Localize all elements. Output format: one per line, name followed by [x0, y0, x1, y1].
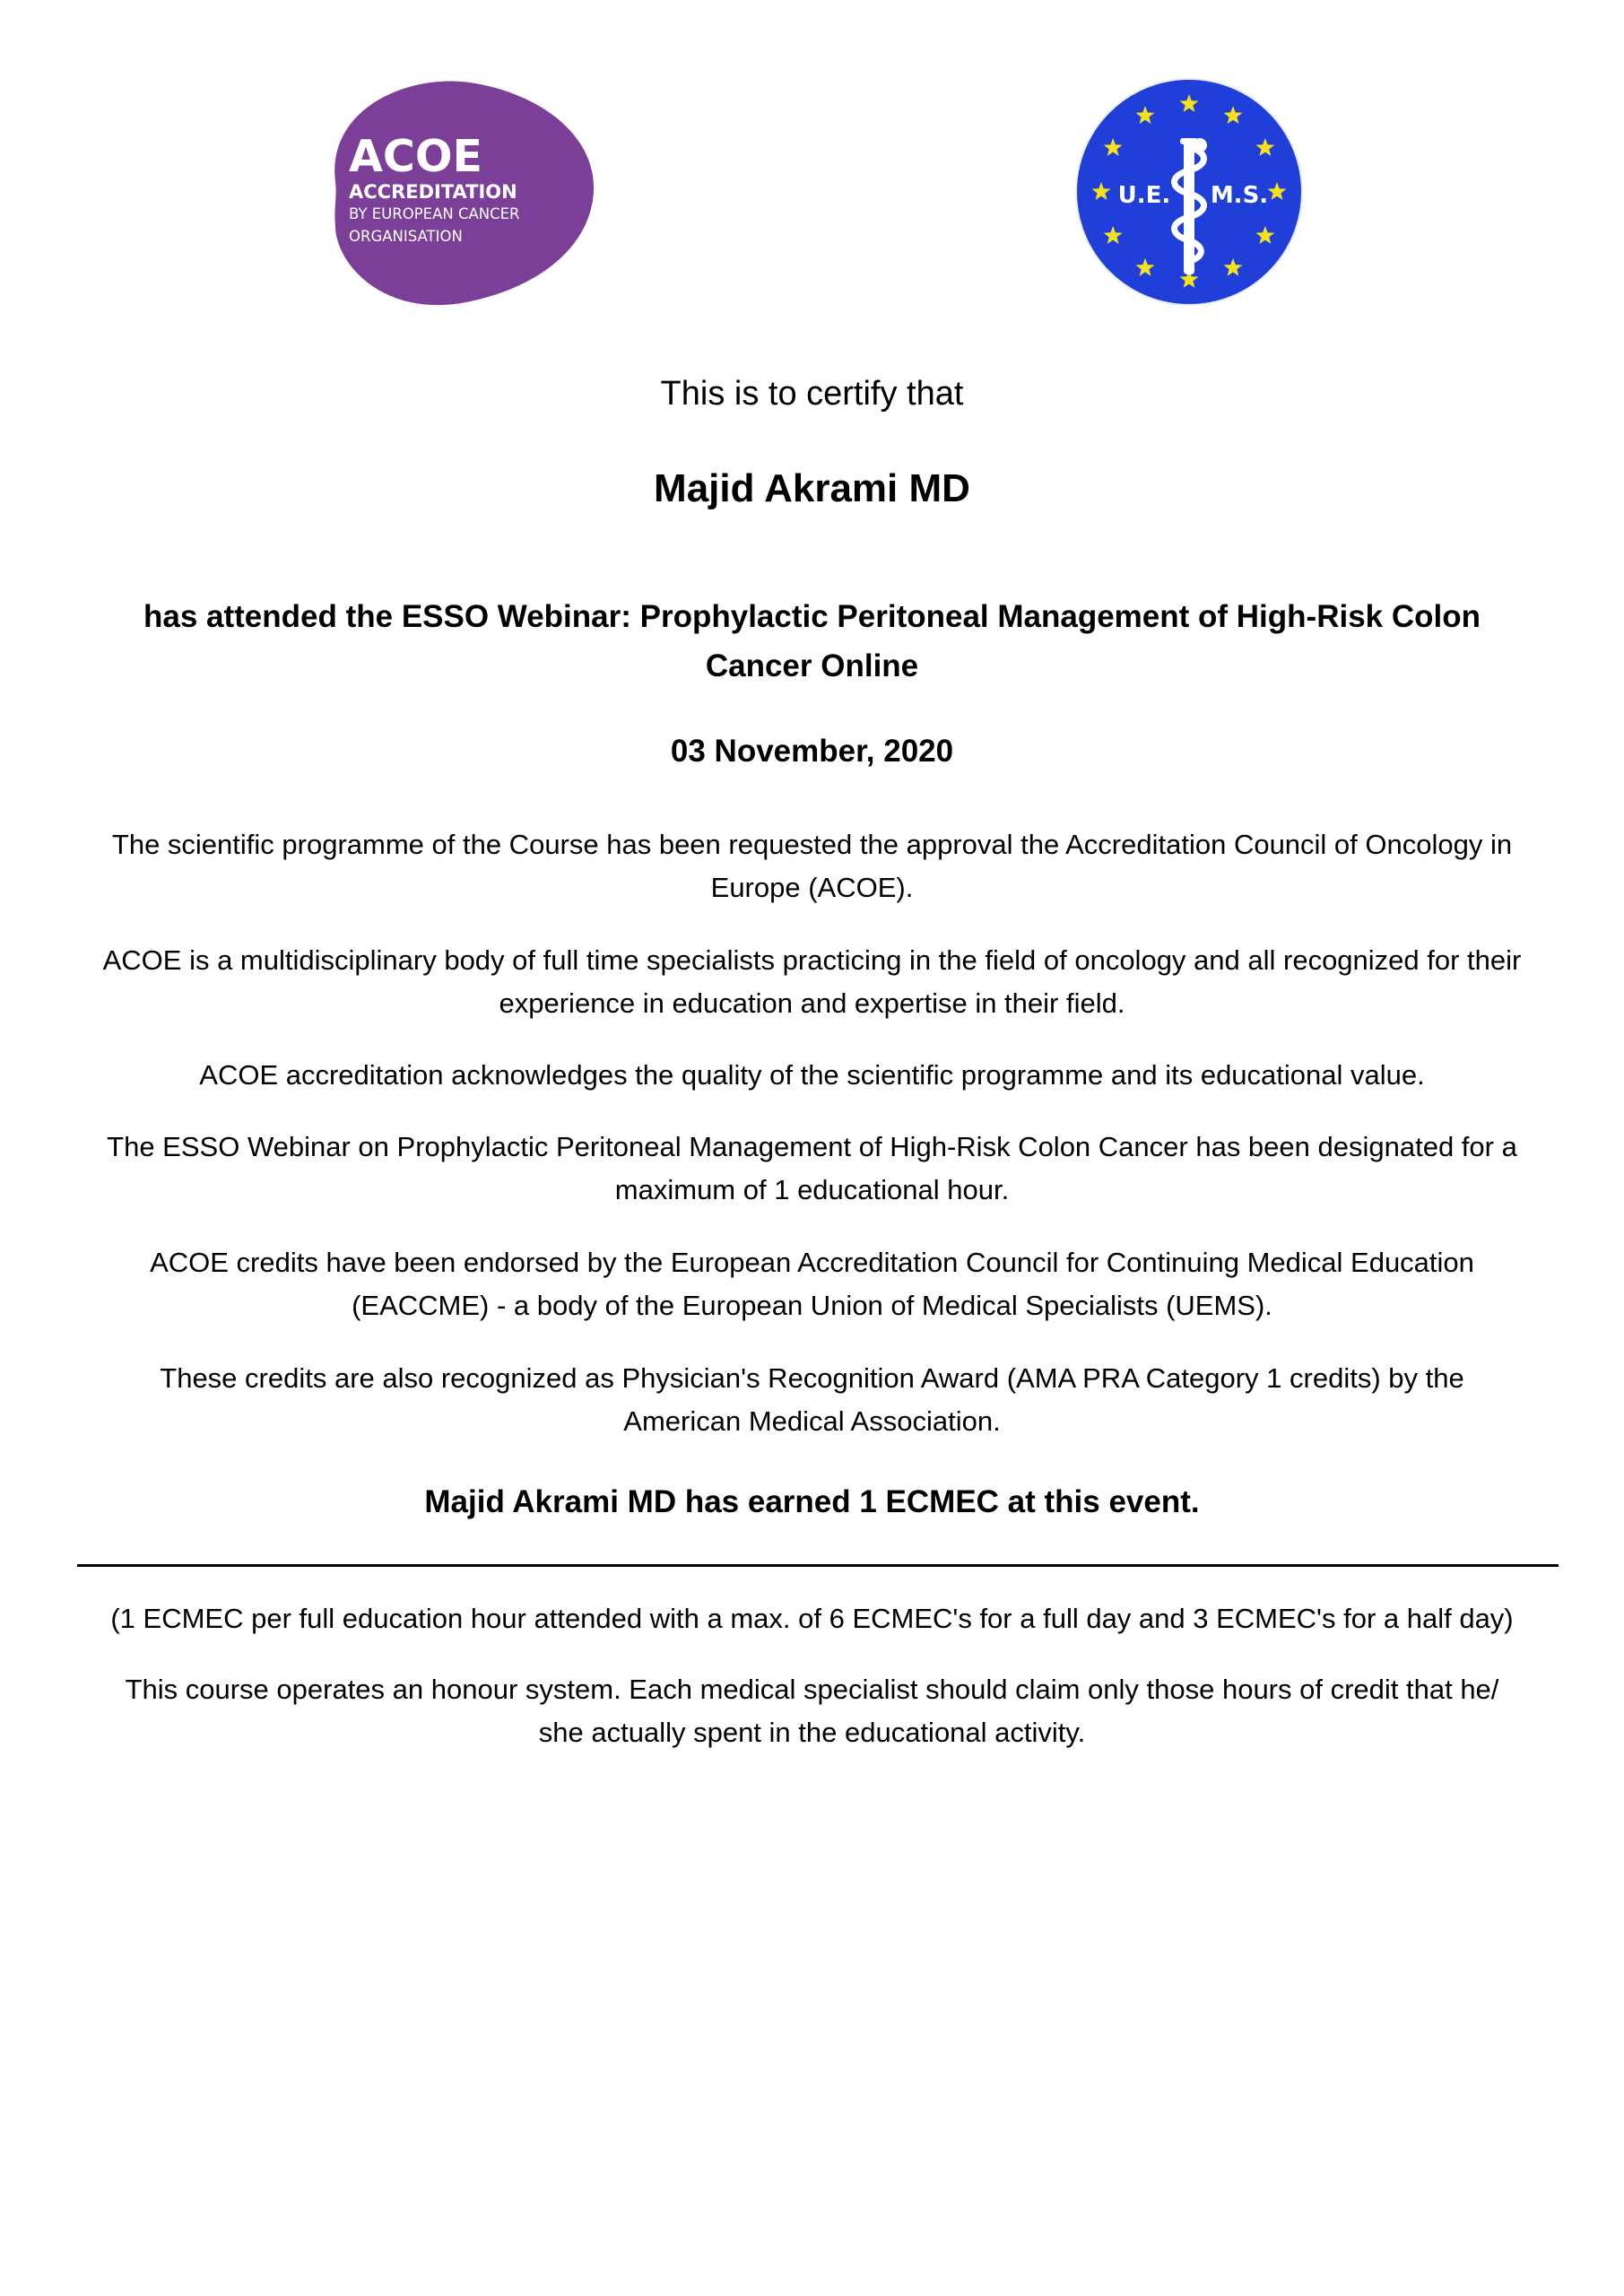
paragraph-line: she actually spent in the educational activity. — [538, 1717, 1086, 1748]
event-title-line2: Cancer Online — [705, 648, 919, 683]
paragraph-line: These credits are also recognized as Physician's Recognition Award (AMA PRA Category 1 credits) by the — [160, 1362, 1464, 1394]
paragraph-line: The scientific programme of the Course has been requested the approval the Accreditation Council of Oncology in — [111, 829, 1513, 860]
event-date: 03 November, 2020 — [670, 734, 954, 769]
paragraph-line: ACOE is a multidisciplinary body of full time specialists practicing in the field of oncology and all recognized for their — [102, 944, 1522, 976]
acoe-subtitle: ACCREDITATION — [349, 181, 517, 203]
divider-line — [77, 1564, 1559, 1567]
paragraph-ama — [63, 1357, 1561, 1443]
paragraph-line: maximum of 1 educational hour. — [614, 1174, 1010, 1205]
uems-text-right: M.S. — [1210, 182, 1269, 209]
certify-intro: This is to certify that — [660, 375, 964, 413]
paragraph-acoe-quality — [63, 1054, 1561, 1097]
paragraph-approval — [63, 823, 1561, 909]
acoe-line2: ORGANISATION — [349, 228, 463, 245]
paragraph-line: experience in education and expertise in their field. — [499, 987, 1125, 1019]
uems-logo — [1074, 77, 1304, 307]
acoe-line1: BY EUROPEAN CANCER — [349, 205, 520, 222]
acoe-title: ACOE — [349, 131, 483, 182]
recipient-name: Majid Akrami MD — [654, 466, 970, 510]
event-title-line1: has attended the ESSO Webinar: Prophylactic Peritoneal Management of High-Risk Colon — [143, 599, 1481, 634]
acoe-logo — [300, 74, 595, 309]
paragraph-line: ACOE accreditation acknowledges the quality of the scientific programme and its educational value. — [199, 1059, 1425, 1091]
uems-text-left: U.E. — [1117, 182, 1171, 209]
paragraph-line: ACOE credits have been endorsed by the European Accreditation Council for Continuing Medical Education — [150, 1247, 1474, 1278]
uems-emblem — [1074, 77, 1304, 307]
paragraph-line: (EACCME) - a body of the European Union of Medical Specialists (UEMS). — [352, 1290, 1272, 1321]
paragraph-designation — [63, 1126, 1561, 1212]
paragraph-eaccme — [63, 1241, 1561, 1327]
credits-earned: Majid Akrami MD has earned 1 ECMEC at this event. — [424, 1484, 1200, 1519]
event-title — [63, 592, 1561, 691]
paragraph-line: The ESSO Webinar on Prophylactic Peritoneal Management of High-Risk Colon Cancer has been designated for a — [107, 1131, 1517, 1162]
paragraph-line: This course operates an honour system. Each medical specialist should claim only those hours of credit that he/ — [125, 1674, 1499, 1705]
paragraph-line: American Medical Association. — [623, 1405, 1001, 1437]
acoe-text-block — [349, 131, 520, 247]
footnote-ecmec: (1 ECMEC per full education hour attended with a max. of 6 ECMEC's for a full day and 3 ECMEC's for a half day) — [110, 1603, 1514, 1634]
honour-system-note — [63, 1668, 1561, 1754]
paragraph-acoe-body — [63, 939, 1561, 1025]
paragraph-line: Europe (ACOE). — [710, 872, 914, 903]
